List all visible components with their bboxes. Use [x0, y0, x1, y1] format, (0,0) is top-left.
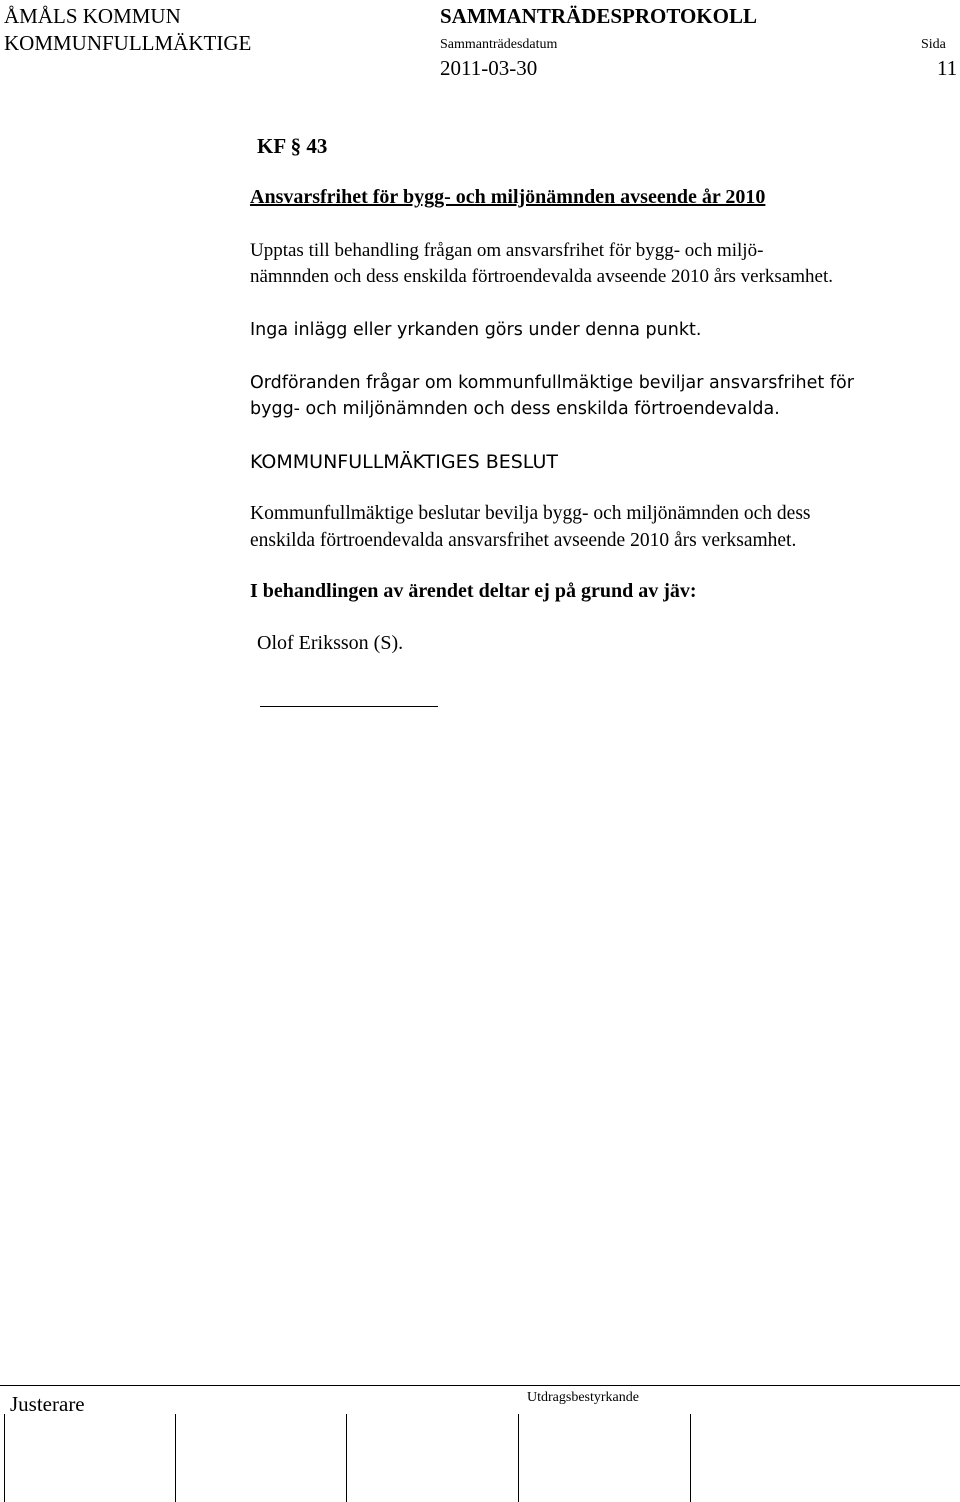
- intro-text-line: Upptas till behandling frågan om ansvarsfrihet för bygg- och miljö-: [250, 240, 764, 261]
- signature-box-divider: [4, 1414, 5, 1502]
- decision-heading: KOMMUNFULLMÄKTIGES BESLUT: [250, 451, 558, 473]
- date-label: Sammanträdesdatum: [440, 37, 558, 52]
- document-title: SAMMANTRÄDESPROTOKOLL: [440, 4, 757, 28]
- signature-box-divider: [346, 1414, 347, 1502]
- no-motions-text: Inga inlägg eller yrkanden görs under denna punkt.: [250, 320, 702, 340]
- signature-box-divider: [518, 1414, 519, 1502]
- paragraph-reference: KF § 43: [257, 134, 328, 158]
- committee-name: KOMMUNFULLMÄKTIGE: [4, 31, 252, 55]
- meeting-date: 2011-03-30: [440, 56, 538, 80]
- justerare-label: Justerare: [10, 1392, 85, 1416]
- chair-question-line: bygg- och miljönämnden och dess enskilda förtroendevalda.: [250, 399, 780, 419]
- page-label: Sida: [921, 37, 946, 52]
- organization-name: ÅMÅLS KOMMUN: [4, 4, 181, 28]
- chair-question-line: Ordföranden frågar om kommunfullmäktige beviljar ansvarsfrihet för: [250, 373, 854, 393]
- footer-divider: [0, 1385, 960, 1386]
- section-heading: Ansvarsfrihet för bygg- och miljönämnden avseende år 2010: [250, 186, 766, 208]
- decision-text-line: Kommunfullmäktige beslutar bevilja bygg- och miljönämnden och dess: [250, 503, 811, 524]
- utdragsbestyrkande-label: Utdragsbestyrkande: [527, 1390, 639, 1405]
- page-number: 11: [937, 56, 958, 80]
- conflict-heading: I behandlingen av ärendet deltar ej på grund av jäv:: [250, 580, 697, 602]
- section-end-rule: [260, 706, 438, 707]
- conflict-member-name: Olof Eriksson (S).: [257, 632, 404, 654]
- signature-box-divider: [690, 1414, 691, 1502]
- signature-box-divider: [175, 1414, 176, 1502]
- decision-text-line: enskilda förtroendevalda ansvarsfrihet avseende 2010 års verksamhet.: [250, 530, 797, 551]
- intro-text-line: nämnnden och dess enskilda förtroendevalda avseende 2010 års verksamhet.: [250, 266, 833, 287]
